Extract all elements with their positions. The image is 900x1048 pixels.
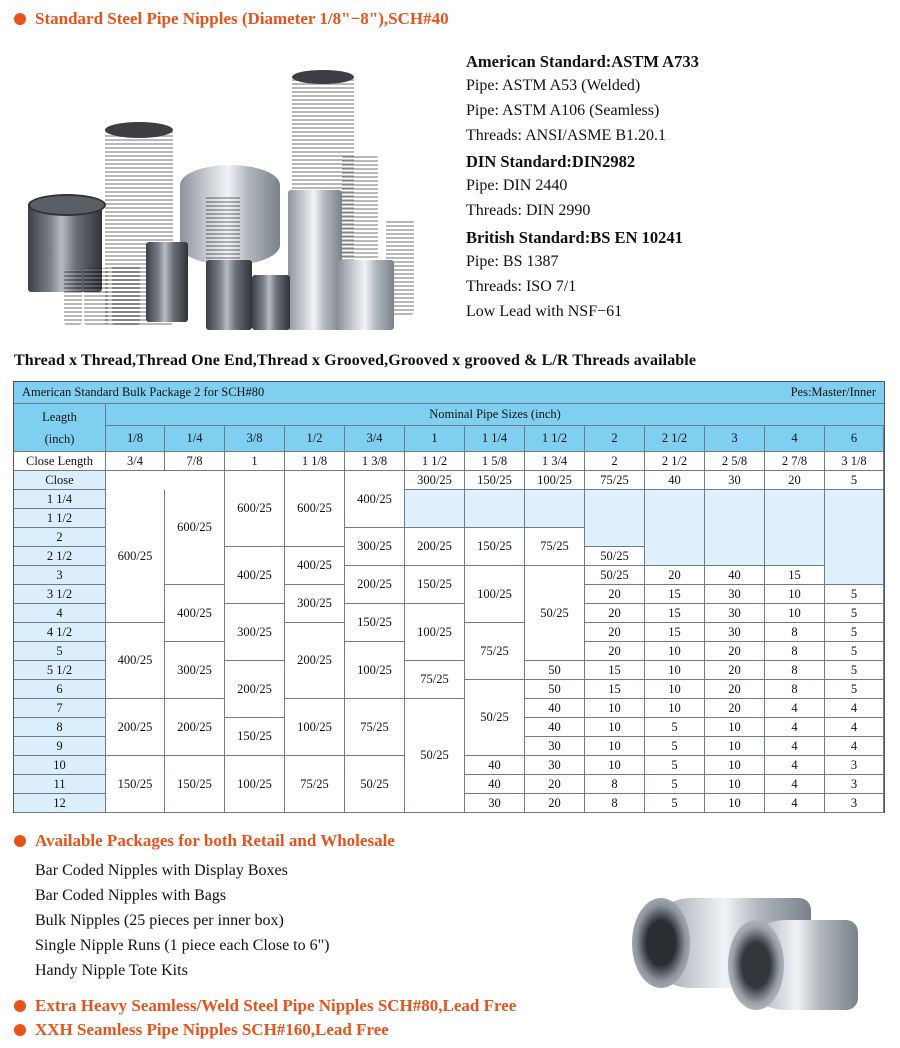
bullet-icon	[14, 1000, 26, 1012]
spec-line: Pipe: DIN 2440	[466, 177, 568, 194]
package-qty-cell: 50/25	[345, 756, 405, 813]
package-qty-cell: 50	[525, 661, 585, 680]
package-qty-cell: 30	[705, 604, 765, 623]
close-length-cell: 1	[225, 452, 285, 471]
package-qty-cell: 4	[825, 737, 884, 756]
package-qty-cell: 300/25	[285, 585, 345, 623]
package-qty-cell: 10	[765, 604, 825, 623]
package-qty-cell: 75/25	[345, 699, 405, 756]
row-length-label: 2	[14, 528, 106, 547]
empty-cell	[825, 490, 884, 585]
package-qty-cell: 5	[645, 756, 705, 775]
package-qty-cell: 10	[705, 718, 765, 737]
package-qty-cell: 30	[705, 585, 765, 604]
empty-cell	[645, 490, 705, 566]
package-qty-cell: 30	[465, 794, 525, 813]
table-caption: American Standard Bulk Package 2 for SCH#80	[22, 385, 265, 399]
package-qty-cell: 100/25	[465, 566, 525, 623]
package-qty-cell: 15	[645, 604, 705, 623]
package-qty-cell: 20	[585, 585, 645, 604]
length-header-line-1: Leagth	[42, 409, 77, 424]
package-qty-cell: 3	[825, 775, 884, 794]
package-qty-cell: 30	[705, 471, 765, 490]
package-qty-cell: 8	[765, 661, 825, 680]
package-item: Bulk Nipples (25 pieces per inner box)	[35, 912, 284, 929]
package-qty-cell: 20	[585, 623, 645, 642]
package-qty-cell: 5	[825, 471, 884, 490]
package-qty-cell: 20	[765, 471, 825, 490]
package-qty-cell: 150/25	[225, 718, 285, 756]
table-unit-note: Pes:Master/Inner	[790, 385, 876, 399]
package-qty-cell: 30	[705, 623, 765, 642]
close-length-cell: 7/8	[165, 452, 225, 471]
package-qty-cell: 200/25	[165, 699, 225, 756]
package-qty-cell: 40	[525, 699, 585, 718]
close-length-label: Close Length	[14, 452, 106, 471]
package-qty-cell: 8	[765, 623, 825, 642]
length-header	[14, 404, 106, 452]
size-header-cell: 3	[705, 426, 765, 452]
package-qty-cell: 50	[525, 680, 585, 699]
package-qty-cell: 400/25	[345, 471, 405, 528]
package-qty-cell: 15	[645, 585, 705, 604]
thread-options-subtitle: Thread x Thread,Thread One End,Thread x Grooved,Grooved x grooved & L/R Threads available	[14, 352, 697, 369]
package-qty-cell	[525, 490, 585, 528]
package-qty-cell: 300/25	[345, 528, 405, 566]
package-qty-cell: 8	[585, 794, 645, 813]
package-qty-cell: 4	[765, 699, 825, 718]
size-header-cell: 6	[825, 426, 884, 452]
package-qty-cell: 150/25	[405, 566, 465, 604]
spec-line: Threads: ISO 7/1	[466, 278, 577, 295]
close-length-cell: 2 7/8	[765, 452, 825, 471]
spec-line: Threads: ANSI/ASME B1.20.1	[466, 127, 666, 144]
package-qty-cell: 3	[825, 794, 884, 813]
package-qty-cell: 100/25	[285, 699, 345, 756]
package-qty-cell: 20	[525, 794, 585, 813]
package-qty-cell: 4	[765, 775, 825, 794]
row-length-label: 2 1/2	[14, 547, 106, 566]
close-length-cell: 1 3/4	[525, 452, 585, 471]
row-length-label: 11	[14, 775, 106, 794]
package-qty-cell: 10	[705, 756, 765, 775]
package-qty-cell: 30	[525, 756, 585, 775]
package-qty-cell: 150/25	[345, 604, 405, 642]
close-length-cell: 1 3/8	[345, 452, 405, 471]
package-qty-cell: 50/25	[525, 566, 585, 661]
package-qty-cell: 8	[765, 680, 825, 699]
package-qty-cell: 10	[585, 699, 645, 718]
package-qty-cell: 400/25	[165, 585, 225, 642]
package-qty-cell: 40	[645, 471, 705, 490]
package-qty-cell: 15	[765, 566, 825, 585]
size-header-cell: 1/8	[106, 426, 165, 452]
close-length-cell: 3/4	[106, 452, 165, 471]
package-qty-cell: 30	[525, 737, 585, 756]
standard-american: American Standard:ASTM A733	[466, 52, 699, 71]
main-heading-text: Standard Steel Pipe Nipples (Diameter 1/8"−8"),SCH#40	[35, 9, 449, 28]
package-qty-cell: 5	[645, 775, 705, 794]
size-header-cell: 3/8	[225, 426, 285, 452]
package-qty-cell: 15	[645, 623, 705, 642]
package-qty-cell: 150/25	[465, 471, 525, 490]
package-qty-cell: 100/25	[345, 642, 405, 699]
package-qty-cell: 4	[825, 699, 884, 718]
package-qty-cell: 200/25	[106, 699, 165, 756]
package-qty-cell: 150/25	[106, 756, 165, 813]
empty-cell	[765, 490, 825, 566]
package-qty-cell: 40	[465, 756, 525, 775]
package-qty-cell: 100/25	[225, 756, 285, 813]
close-length-cell: 2 1/2	[645, 452, 705, 471]
package-qty-cell: 50/25	[585, 547, 645, 566]
package-qty-cell: 5	[825, 623, 884, 642]
package-qty-cell: 10	[585, 718, 645, 737]
package-qty-cell: 10	[705, 737, 765, 756]
package-qty-cell: 600/25	[106, 490, 165, 623]
package-qty-cell: 75/25	[405, 661, 465, 699]
package-qty-cell: 5	[645, 737, 705, 756]
package-qty-cell: 100/25	[525, 471, 585, 490]
row-length-label: 4 1/2	[14, 623, 106, 642]
footer-text: XXH Seamless Pipe Nipples SCH#160,Lead Free	[35, 1020, 389, 1039]
package-qty-cell: 5	[645, 794, 705, 813]
package-qty-cell: 5	[825, 661, 884, 680]
package-qty-cell: 20	[705, 680, 765, 699]
package-qty-cell: 15	[585, 680, 645, 699]
size-header-cell: 2 1/2	[645, 426, 705, 452]
empty-cell	[585, 490, 645, 547]
row-length-label: 9	[14, 737, 106, 756]
package-qty-cell: 10	[645, 642, 705, 661]
close-length-cell: 1 1/2	[405, 452, 465, 471]
package-qty-cell: 3	[825, 756, 884, 775]
row-length-label: 8	[14, 718, 106, 737]
package-qty-cell: 10	[645, 661, 705, 680]
row-length-label: 5 1/2	[14, 661, 106, 680]
packages-title: Available Packages for both Retail and Wholesale	[35, 831, 395, 850]
package-qty-cell: 40	[525, 718, 585, 737]
package-qty-cell: 150/25	[165, 756, 225, 813]
close-length-cell: 2	[585, 452, 645, 471]
close-length-cell: 2 5/8	[705, 452, 765, 471]
standard-british: British Standard:BS EN 10241	[466, 228, 683, 247]
packages-heading	[14, 831, 395, 851]
size-header-cell: 1/4	[165, 426, 225, 452]
footer-line-sch160	[14, 1020, 389, 1040]
package-qty-cell: 400/25	[285, 547, 345, 585]
size-header-cell: 1	[405, 426, 465, 452]
empty-cell	[705, 490, 765, 566]
package-qty-cell: 10	[645, 680, 705, 699]
package-qty-cell: 5	[825, 680, 884, 699]
package-qty-cell: 20	[705, 661, 765, 680]
size-header-cell: 4	[765, 426, 825, 452]
pipe-nipples-photo	[20, 70, 450, 345]
package-qty-cell: 20	[525, 775, 585, 794]
row-length-label: 3	[14, 566, 106, 585]
footer-text: Extra Heavy Seamless/Weld Steel Pipe Nipples SCH#80,Lead Free	[35, 996, 517, 1015]
package-qty-cell: 50/25	[405, 699, 465, 813]
package-qty-cell: 100/25	[405, 604, 465, 661]
package-qty-cell: 8	[765, 642, 825, 661]
package-qty-cell: 400/25	[225, 547, 285, 604]
package-item: Bar Coded Nipples with Display Boxes	[35, 862, 288, 879]
package-qty-cell: 4	[765, 737, 825, 756]
package-qty-cell: 50/25	[465, 680, 525, 756]
package-qty-cell: 200/25	[285, 623, 345, 699]
row-length-label: 1 1/4	[14, 490, 106, 509]
row-length-label: 7	[14, 699, 106, 718]
package-item: Single Nipple Runs (1 piece each Close to 6")	[35, 937, 330, 954]
row-length-label: 1 1/2	[14, 509, 106, 528]
package-qty-cell: 10	[705, 775, 765, 794]
package-qty-cell: 200/25	[225, 661, 285, 718]
package-qty-cell: 8	[585, 775, 645, 794]
package-qty-cell: 5	[645, 718, 705, 737]
package-qty-cell: 300/25	[405, 471, 465, 490]
close-length-cell: 1 1/8	[285, 452, 345, 471]
package-item: Handy Nipple Tote Kits	[35, 962, 188, 979]
row-length-label: 4	[14, 604, 106, 623]
spec-line: Threads: DIN 2990	[466, 202, 591, 219]
package-qty-cell: 20	[705, 699, 765, 718]
package-qty-cell	[465, 490, 525, 528]
package-qty-cell: 20	[645, 566, 705, 585]
package-qty-cell: 5	[825, 642, 884, 661]
spec-line: Low Lead with NSF−61	[466, 303, 623, 320]
package-qty-cell: 4	[765, 718, 825, 737]
package-qty-cell: 200/25	[345, 566, 405, 604]
package-qty-cell: 300/25	[225, 604, 285, 661]
package-qty-cell: 50/25	[585, 566, 645, 585]
bullet-icon	[14, 13, 26, 25]
size-header-cell: 3/4	[345, 426, 405, 452]
footer-line-sch80	[14, 996, 516, 1016]
row-length-label: 3 1/2	[14, 585, 106, 604]
size-header-cell: 1/2	[285, 426, 345, 452]
size-header-cell: 2	[585, 426, 645, 452]
package-qty-cell: 4	[825, 718, 884, 737]
package-qty-cell: 75/25	[525, 528, 585, 566]
main-heading	[14, 9, 449, 29]
spec-line: Pipe: ASTM A106 (Seamless)	[466, 102, 660, 119]
package-qty-cell: 20	[585, 642, 645, 661]
package-qty-cell: 10	[645, 699, 705, 718]
package-qty-cell: 600/25	[165, 471, 225, 585]
package-qty-cell: 4	[765, 756, 825, 775]
package-qty-cell: 75/25	[465, 623, 525, 680]
package-qty-cell: 600/25	[285, 471, 345, 547]
size-header-cell: 1 1/2	[525, 426, 585, 452]
row-length-label: 6	[14, 680, 106, 699]
package-qty-cell: 5	[825, 604, 884, 623]
package-qty-cell: 10	[765, 585, 825, 604]
row-length-label: Close	[14, 471, 106, 490]
package-qty-cell: 20	[585, 604, 645, 623]
row-length-label: 10	[14, 756, 106, 775]
package-qty-cell: 75/25	[585, 471, 645, 490]
package-qty-cell: 15	[585, 661, 645, 680]
close-length-cell: 3 1/8	[825, 452, 884, 471]
length-header-line-2: (inch)	[44, 431, 75, 446]
package-qty-cell: 10	[705, 794, 765, 813]
row-length-label: 12	[14, 794, 106, 813]
spec-line: Pipe: BS 1387	[466, 253, 559, 270]
package-qty-cell: 300/25	[165, 642, 225, 699]
bulk-package-table	[13, 381, 885, 813]
package-qty-cell: 75/25	[285, 756, 345, 813]
package-qty-cell: 40	[465, 775, 525, 794]
standard-din: DIN Standard:DIN2982	[466, 152, 636, 171]
bullet-icon	[14, 835, 26, 847]
row-length-label: 5	[14, 642, 106, 661]
table-caption-row	[14, 382, 884, 404]
close-length-cell: 1 5/8	[465, 452, 525, 471]
package-qty-cell: 600/25	[225, 471, 285, 547]
package-qty-cell: 4	[765, 794, 825, 813]
bullet-icon	[14, 1024, 26, 1036]
package-qty-cell: 10	[585, 756, 645, 775]
package-qty-cell: 150/25	[465, 528, 525, 566]
size-header-cell: 1 1/4	[465, 426, 525, 452]
spec-line: Pipe: ASTM A53 (Welded)	[466, 77, 641, 94]
package-qty-cell: 10	[585, 737, 645, 756]
package-qty-cell: 200/25	[405, 528, 465, 566]
package-qty-cell: 20	[705, 642, 765, 661]
package-qty-cell: 400/25	[106, 623, 165, 699]
package-qty-cell: 5	[825, 585, 884, 604]
package-item: Bar Coded Nipples with Bags	[35, 887, 227, 904]
two-nipples-photo	[628, 880, 868, 1020]
sizes-header: Nominal Pipe Sizes (inch)	[106, 404, 884, 426]
package-qty-cell: 40	[705, 566, 765, 585]
package-qty-cell	[405, 490, 465, 528]
